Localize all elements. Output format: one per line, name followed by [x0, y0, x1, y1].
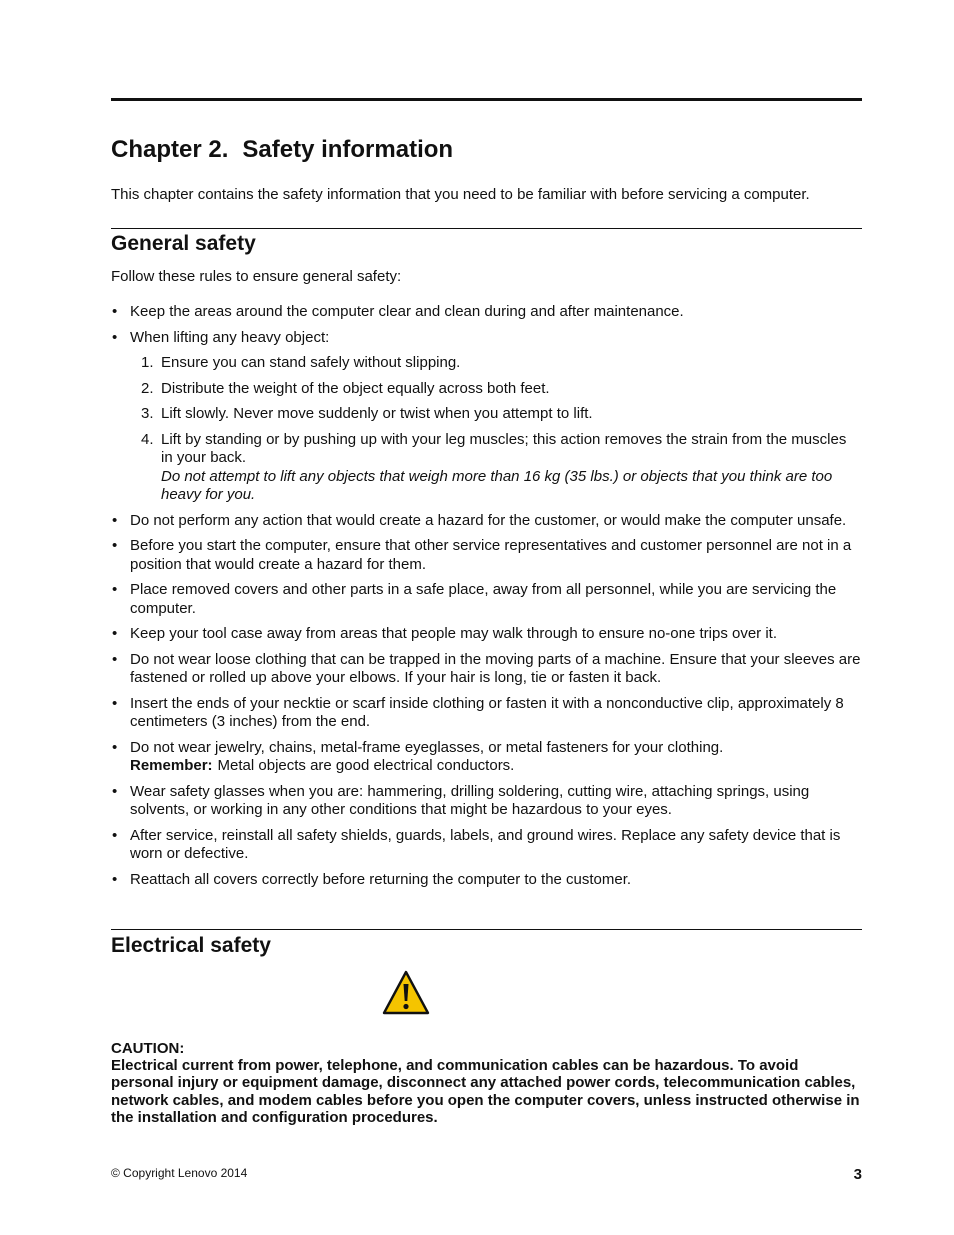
- step-number: 1.: [141, 354, 154, 371]
- chapter-title: [111, 136, 453, 164]
- chapter-number: Chapter 2.: [111, 136, 229, 163]
- step-text: Lift by standing or by pushing up with your leg muscles; this action removes the strain from the muscles in your back.: [161, 430, 847, 466]
- lifting-step: [130, 431, 862, 505]
- general-safety-rule: [111, 228, 862, 229]
- page-number: 3: [853, 1166, 862, 1183]
- remember-label: Remember:: [130, 757, 213, 774]
- list-item: • Place removed covers and other parts in a safe place, away from all personnel, while you are servicing the computer.: [111, 581, 862, 618]
- lifting-weight-note: Do not attempt to lift any objects that weigh more than 16 kg (35 lbs.) or objects that you think are too heavy for you.: [161, 467, 833, 503]
- warning-triangle-icon: [382, 970, 430, 1015]
- list-item-text: When lifting any heavy object:: [130, 328, 330, 346]
- remember-text: Metal objects are good electrical conductors.: [217, 757, 515, 774]
- footer-copyright: © Copyright Lenovo 2014: [111, 1166, 248, 1180]
- chapter-intro: This chapter contains the safety information that you need to be familiar with before servicing a computer.: [111, 186, 810, 203]
- list-item: • Keep your tool case away from areas that people may walk through to ensure no-one trips over it.: [111, 625, 862, 644]
- step-text: Lift slowly. Never move suddenly or twist when you attempt to lift.: [161, 405, 593, 422]
- list-item: • After service, reinstall all safety shields, guards, labels, and ground wires. Replace any safety device that is worn or defective.: [111, 827, 862, 864]
- chapter-title-text: Safety information: [242, 136, 454, 163]
- chapter-top-rule: [111, 98, 862, 101]
- step-number: 2.: [141, 379, 154, 397]
- step-text: Distribute the weight of the object equally across both feet.: [161, 379, 550, 397]
- list-item: • Before you start the computer, ensure that other service representatives and customer personnel are not in a position that would create a hazard for them.: [111, 537, 862, 574]
- caution-text: Electrical current from power, telephone, and communication cables can be hazardous. To avoid personal injury or equipment damage, disconnect any attached power cords, telecommunication cables, network cables, and modem cables before you open the computer covers, unless instructed otherwise in the installation and configuration procedures.: [111, 1057, 860, 1126]
- lifting-step: [130, 380, 862, 399]
- lifting-step: [130, 354, 862, 373]
- list-item: • Do not wear loose clothing that can be trapped in the moving parts of a machine. Ensure that your sleeves are fastened or rolled up above your elbows. If your hair is long, tie or fasten it back.: [111, 651, 862, 688]
- list-item: • Do not perform any action that would create a hazard for the customer, or would make the computer unsafe.: [111, 512, 862, 531]
- lifting-steps-list: [130, 354, 862, 505]
- step-number: 3.: [141, 405, 154, 422]
- list-item: • Keep the areas around the computer clear and clean during and after maintenance.: [111, 303, 862, 322]
- list-item: [111, 739, 862, 776]
- list-item: • Reattach all covers correctly before returning the computer to the customer.: [111, 871, 862, 890]
- electrical-safety-heading: Electrical safety: [111, 934, 271, 957]
- list-item: • Wear safety glasses when you are: hammering, drilling soldering, cutting wire, attaching springs, using solvents, or working in any other conditions that might be hazardous to your eyes.: [111, 783, 862, 820]
- electrical-safety-rule: [111, 929, 862, 930]
- lifting-step: [130, 405, 862, 424]
- step-text: Ensure you can stand safely without slipping.: [161, 354, 461, 371]
- general-safety-heading: General safety: [111, 232, 256, 255]
- general-safety-list: [111, 303, 862, 896]
- caution-label: CAUTION:: [111, 1040, 185, 1057]
- caution-block: [111, 1040, 862, 1126]
- general-safety-intro: Follow these rules to ensure general safety:: [111, 268, 402, 285]
- list-item-text: Do not wear jewelry, chains, metal-frame eyeglasses, or metal fasteners for your clothing.: [130, 738, 724, 756]
- step-number: 4.: [141, 430, 154, 448]
- list-item: [111, 329, 862, 505]
- list-item: • Insert the ends of your necktie or scarf inside clothing or fasten it with a nonconductive clip, approximately 8 centimeters (3 inches) from the end.: [111, 695, 862, 732]
